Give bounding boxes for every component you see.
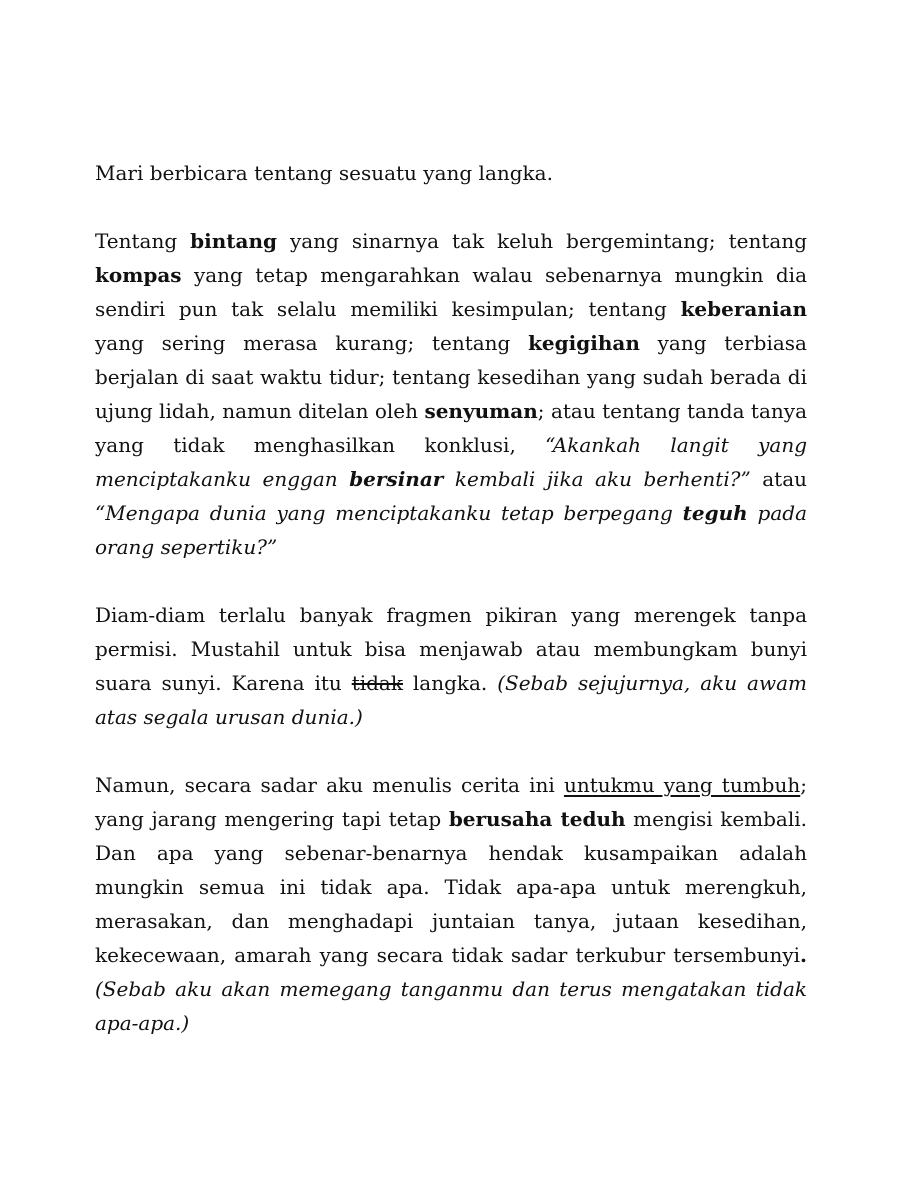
strikethrough-text: tidak [351, 671, 403, 695]
text-run: ; yang jarang mengering tapi tetap [95, 773, 807, 831]
text-run: yang tetap mengarahkan walau sebenarnya mungkin dia sendiri pun tak selalu memiliki kesimpulan; tentang [95, 263, 807, 321]
text-run: ; atau tentang tanda tanya yang tidak menghasilkan konklusi, [95, 399, 807, 457]
document-page [95, 156, 807, 1074]
bold-italic-text: teguh [682, 501, 748, 525]
paragraph-namun [95, 768, 807, 1040]
text-run: Namun, secara sadar aku menulis cerita ini [95, 773, 564, 797]
italic-text: (Sebab aku akan memegang tanganmu dan terus mengatakan tidak apa-apa.) [95, 977, 807, 1035]
text-run: Diam-diam terlalu banyak fragmen pikiran yang merengek tanpa permisi. Mustahil untuk bisa menjawab atau membungkam bunyi suara sunyi. Karena itu [95, 603, 807, 695]
text-run: Tentang [95, 229, 191, 253]
text-run: langka. [402, 671, 498, 695]
italic-text: (Sebab sejujurnya, aku awam atas segala urusan dunia.) [95, 671, 807, 729]
italic-text: pada orang sepertiku?” [95, 501, 807, 559]
bold-italic-text: bersinar [349, 467, 444, 491]
bold-text: keberanian [680, 297, 807, 321]
text-run: Mari berbicara tentang sesuatu yang langka. [95, 161, 553, 185]
text-run: yang terbiasa berjalan di saat waktu tidur; tentang kesedihan yang sudah berada di ujung lidah, namun ditelan oleh [95, 331, 807, 423]
paragraph-intro [95, 156, 807, 190]
italic-text: kembali jika aku berhenti?” [443, 467, 751, 491]
bold-text: . [800, 943, 807, 967]
underlined-text: untukmu yang tumbuh [563, 773, 801, 797]
bold-text: kompas [95, 263, 182, 287]
text-run: yang sinarnya tak keluh bergemintang; tentang [277, 229, 807, 253]
bold-text: senyuman [424, 399, 538, 423]
italic-text: “Akankah langit yang menciptakanku enggan [95, 433, 808, 491]
bold-text: bintang [190, 229, 277, 253]
text-run: yang sering merasa kurang; tentang [95, 331, 529, 355]
text-run: atau [750, 467, 807, 491]
italic-text: “Mengapa dunia yang menciptakanku tetap berpegang [95, 501, 683, 525]
text-run: mengisi kembali. Dan apa yang sebenar-benarnya hendak kusampaikan adalah mungkin semua ini tidak apa. Tidak apa-apa untuk merengkuh, merasakan, dan menghadapi juntaian tanya, jutaan kesedihan, kekecewaan, amarah yang secara tidak sadar terkubur tersembunyi [95, 807, 808, 967]
bold-text: kegigihan [528, 331, 640, 355]
paragraph-diam-diam [95, 598, 807, 734]
paragraph-tentang [95, 224, 807, 564]
bold-text: berusaha teduh [448, 807, 626, 831]
